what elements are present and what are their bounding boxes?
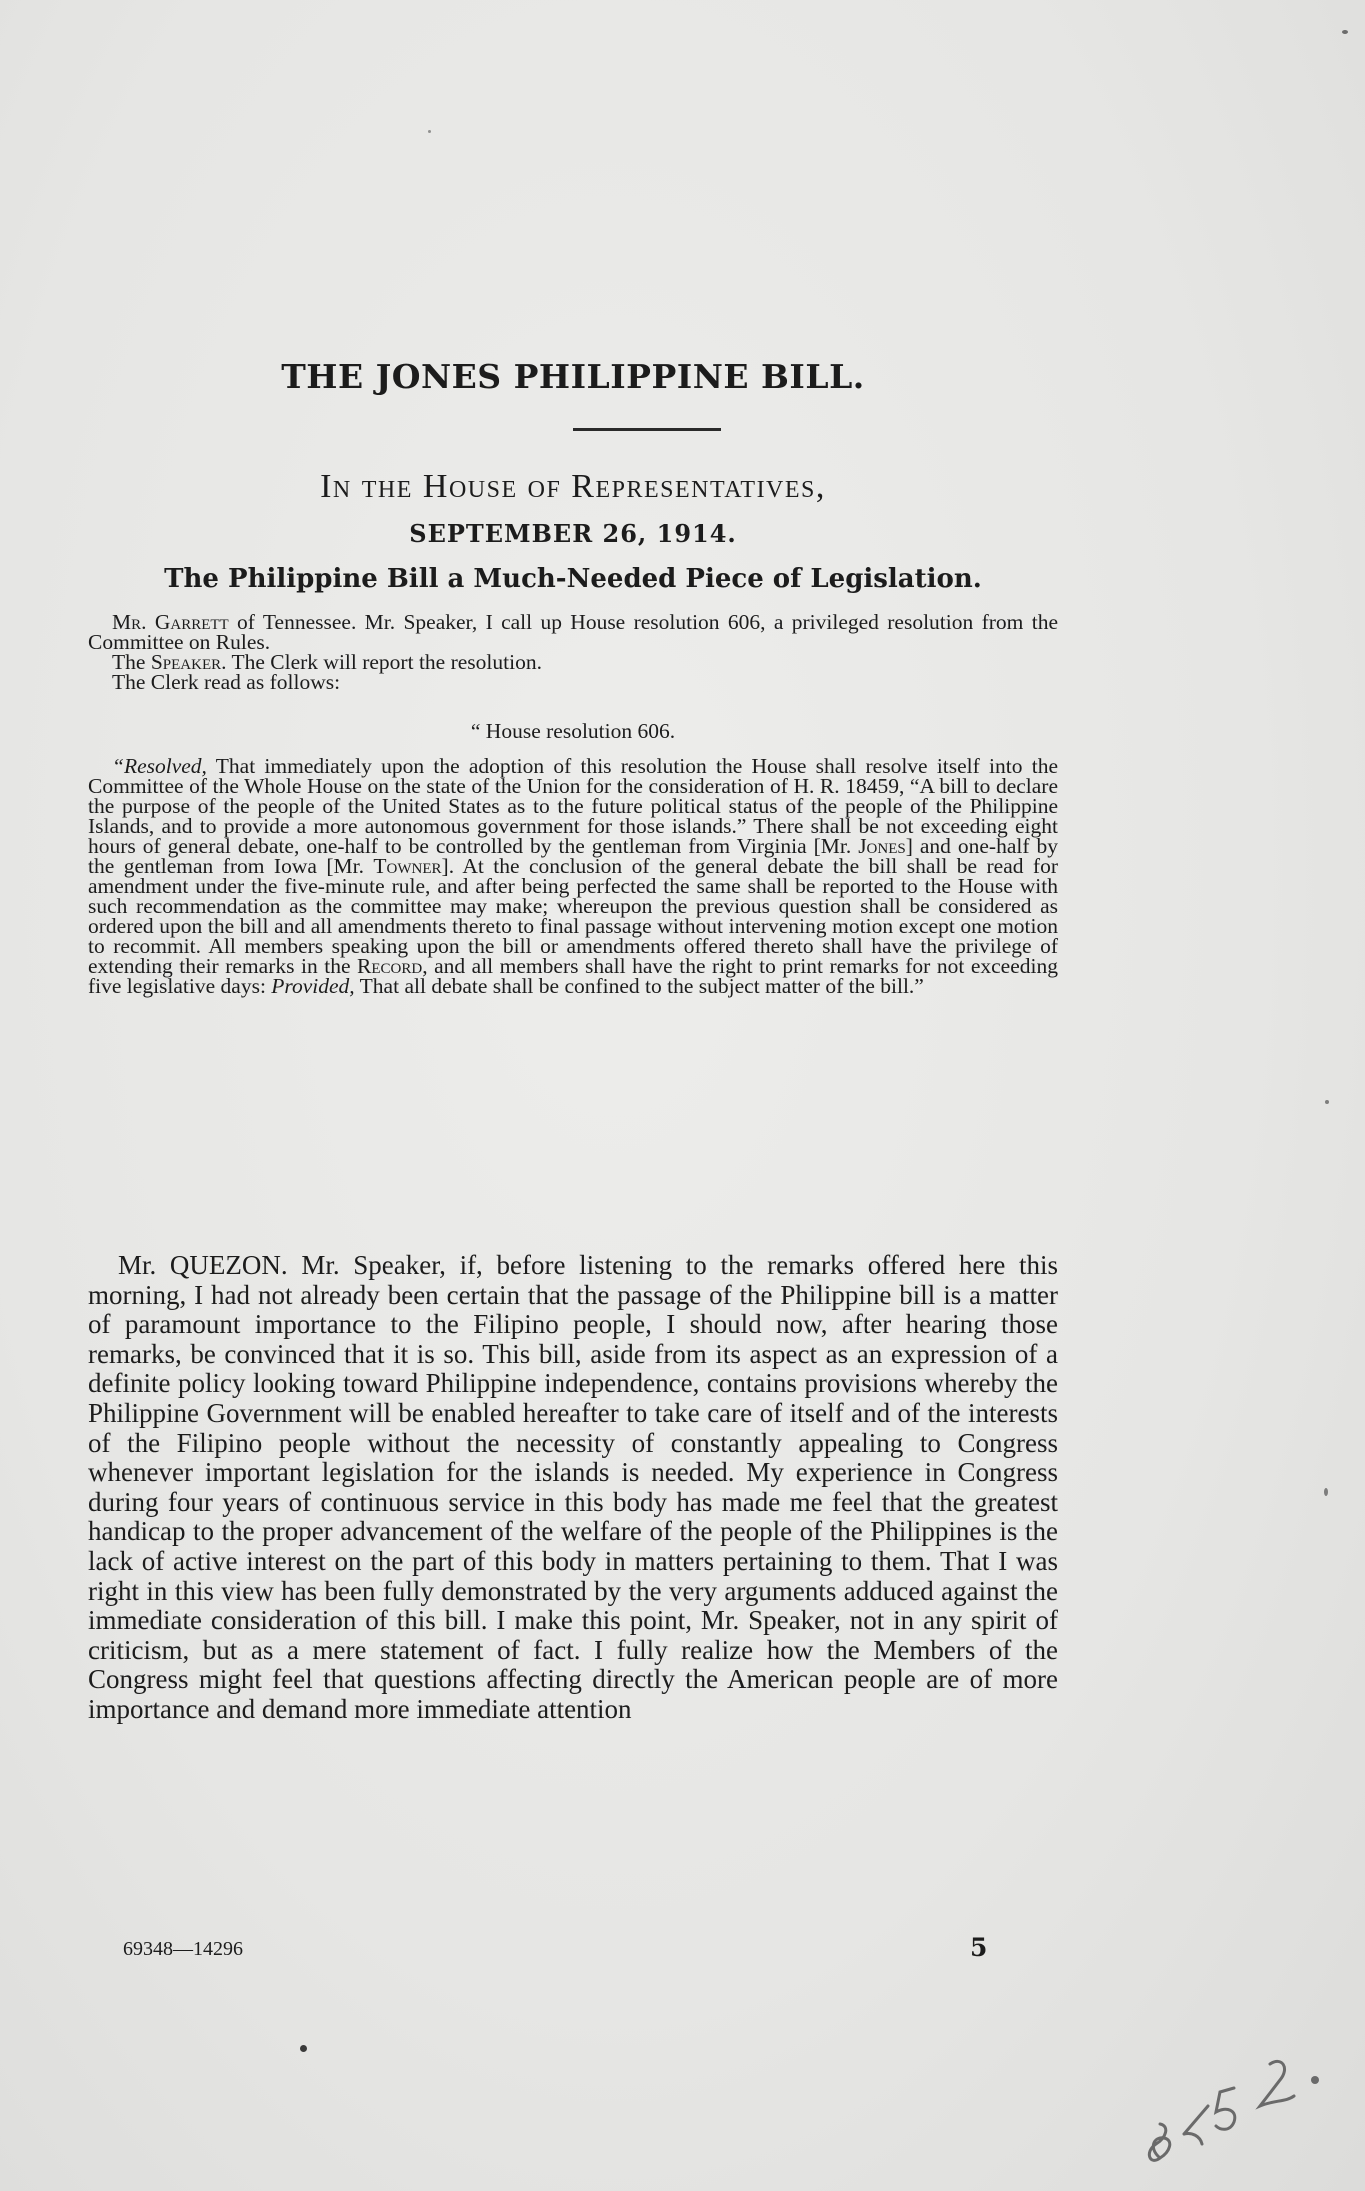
resolution-part: That immediately upon the adoption of this resolution the House shall resolve itself into the Committee of the Whole House on the state of the Union for the consideration of H. R. 18459, “A bill to declare the purpose of the people of the United States as to the future political status of the people of the Philippine Islands, and to provide a more autonomous government for those islands.” There shall be not exceeding eight hours of general debate, one-half to be controlled by the gentleman from Virginia [Mr. [88,754,1058,858]
intro-text: of Tennessee. Mr. Speaker, I call up House resolution 606, a privileged resolution from the Committee on Rules. [88,610,1058,654]
intro-text: . The Clerk will report the resolution. [221,650,542,674]
resolution-part: , and all members shall have the right to print remarks for not exceeding five legislative days: [88,954,1058,998]
speech-paragraph: Mr. QUEZON. Mr. Speaker, if, before listening to the remarks offered here this morning, I had not already been certain that the passage of the Philippine bill is a matter of paramount importance to the Filipino people, I should now, after hearing those remarks, be convinced that it is so. This bill, aside from its aspect as an expression of a definite policy looking toward Philippine independence, contains provisions whereby the Philippine Government will be enabled hereafter to take care of itself and of the interests of the Filipino people without the necessity of constantly appealing to Congress whenever important legislation for the islands is needed. My experience in Congress during four years of continuous service in this body has made me feel that the greatest handicap to the proper advancement of the welfare of the people of the Philippines is the lack of active interest on the part of this body in matters pertaining to them. That I was right in this view has been fully demonstrated by the very arguments adduced against the immediate consideration of this bill. I make this point, Mr. Speaker, not in any spirit of criticism, but as a mere statement of fact. I fully realize how the Members of the Congress might feel that questions affecting directly the American people are of more importance and demand more immediate attention [88,1250,1058,1724]
member-name: Jones [858,834,906,858]
ink-speck [300,2045,307,2052]
record-word: Record [357,954,423,978]
resolution-number: “ House resolution 606. [470,719,676,743]
provided-word: Provided, [271,974,355,998]
intro-block [88,612,1058,692]
title-divider [573,428,721,431]
resolution-text [88,756,1058,996]
print-code: 69348—14296 [123,1938,243,1960]
ink-speck [1325,1100,1329,1104]
ink-speck [428,130,431,133]
handwritten-note-value: 8752 [1140,2040,1143,2041]
member-name: Towner [373,854,442,878]
resolved-word: “Resolved, [112,754,207,778]
handwritten-note [1140,2040,1330,2170]
page-number: 5 [970,1933,988,1962]
note-dot [1311,2076,1319,2084]
house-heading: In the House of Representatives, [320,468,826,505]
speaker-name: Mr. Garrett [112,610,229,634]
document-title: THE JONES PHILIPPINE BILL. [281,357,865,396]
resolution-part: That all debate shall be confined to the subject matter of the bill.” [354,974,924,998]
speaker-name: Speaker [150,650,222,674]
intro-prefix: The [112,650,151,674]
speech-body [88,1251,1058,1725]
intro-paragraph-clerk: The Clerk read as follows: [112,670,341,694]
resolution-part: ] and one-half by the gentleman from Iowa [Mr. [88,834,1058,878]
resolution-part: ]. At the conclusion of the general debate the bill shall be read for amendment under the five-minute rule, and after being perfected the same shall be reported to the House with such recommendation as the committee may make; whereupon the previous question shall be considered as ordered upon the bill and all amendments thereto to final passage without intervening motion except one motion to recommit. All members speaking upon the bill or amendments offered thereto shall have the privilege of extending their remarks in the [88,854,1058,978]
speech-subtitle: The Philippine Bill a Much-Needed Piece of Legislation. [164,564,982,594]
intro-paragraph-speaker [88,652,1058,672]
resolution-block [88,756,1058,996]
ink-speck [1324,1488,1328,1496]
ink-speck [1342,30,1348,34]
intro-paragraph-garrett [88,612,1058,652]
session-date: SEPTEMBER 26, 1914. [409,519,737,548]
